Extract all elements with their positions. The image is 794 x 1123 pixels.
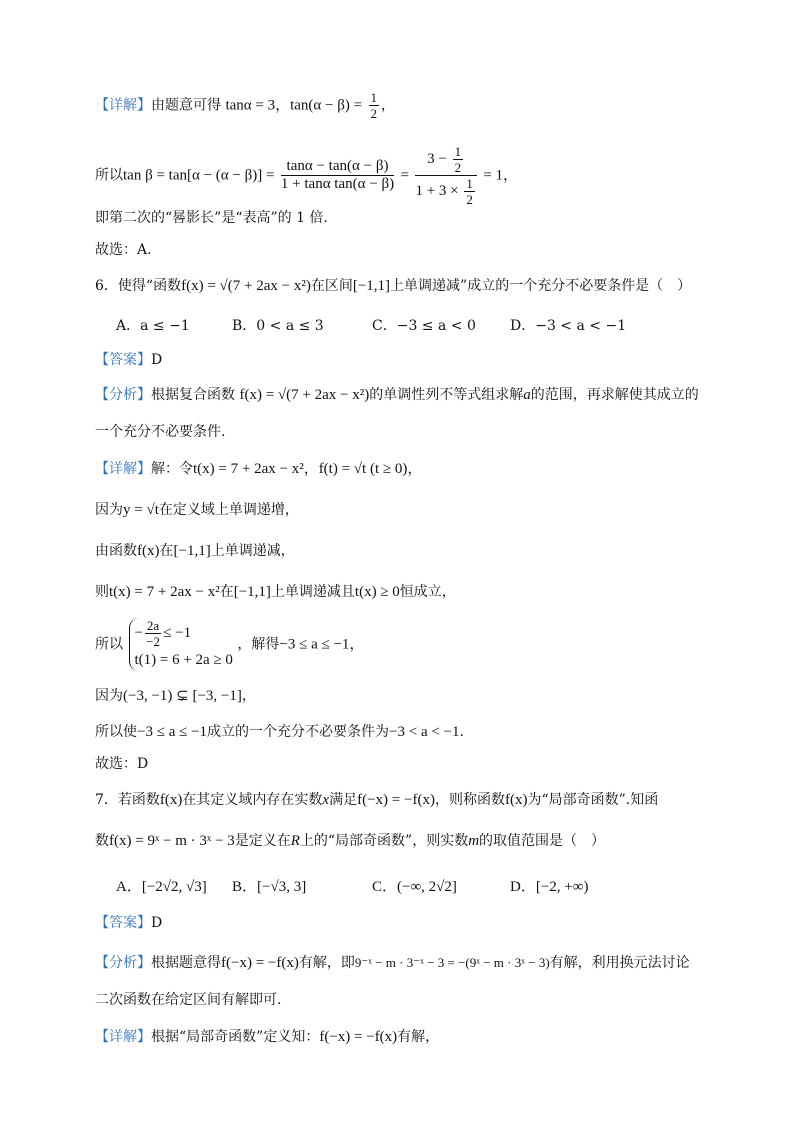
q7-detail-line-1: 【详解】根据“局部奇函数”定义知：f(−x) = −f(x)有解， — [95, 1029, 440, 1045]
q7-analysis-line-2: 二次函数在给定区间有解即可. — [95, 992, 282, 1008]
q6-detail-line-3: 由函数f(x)在[−1,1]上单调递减， — [95, 543, 295, 559]
tan-formula-fraction: $\frac{\tan\alpha - \tan(\alpha - \beta)}{\text{1 + tanα tan(α − β)}}$ — [280, 158, 395, 192]
question-7-line-2: 数f(x) = 9ˣ − m · 3ˣ − 3是定义在R上的“局部奇函数”，则实数m的取值范围是（ ） — [95, 833, 606, 849]
detail-line-2: 所以tan β = tan[α − (α − β)] = $\frac{\tan\alpha - \tan(\alpha - \beta)}{\text{1 + tanα tan(α − β)}}$ = 3 − $\frac{1}{2}$ 1 + 3 × $\frac{1}{2}$ = 1， — [95, 144, 519, 207]
value-fraction: 3 − $\frac{1}{2}$ 1 + 3 × $\frac{1}{2}$ — [415, 144, 476, 207]
q6-option-c: C．−3 ≤ a < 0 — [372, 318, 476, 334]
q6-detail-line-1: 【详解】解：令t(x) = 7 + 2ax − x²，f(t) = √t (t ≥ 0)， — [95, 461, 423, 477]
inequality-system: − $\frac{2a}{-2}$ ≤ −1 t(1) = 6 + 2a ≥ 0 — [129, 618, 232, 671]
q7-answer: 【答案】D — [95, 915, 163, 931]
question-6: 6．使得“函数f(x) = √(7 + 2ax − x²)在区间[−1,1]上单调递减”成立的一个充分不必要条件是（ ） — [95, 278, 692, 294]
q6-detail-line-2: 因为y = √t在定义域上单调递增， — [95, 502, 299, 518]
detail-label: 【详解】 — [95, 97, 151, 114]
choice-a-text: 故选：A. — [95, 242, 152, 258]
q7-option-a: A．[−2√2, √3] — [116, 879, 207, 895]
q6-option-d: D．−3 < a < −1 — [510, 318, 627, 334]
q6-detail-line-7: 所以使−3 ≤ a ≤ −1成立的一个充分不必要条件为−3 < a < −1. — [95, 724, 464, 740]
q6-answer: 【答案】D — [95, 352, 163, 368]
q6-detail-line-5: 所以 − $\frac{2a}{-2}$ ≤ −1 t(1) = 6 + 2a ≥ 0 ，解得−3 ≤ a ≤ −1， — [95, 618, 364, 671]
q6-analysis-line-1: 【分析】根据复合函数 f(x) = √(7 + 2ax − x²)的单调性列不等式组求解a的范围，再求解使其成立的 — [95, 387, 699, 403]
q7-analysis-line-1: 【分析】根据题意得f(−x) = −f(x)有解，即9⁻ˣ − m · 3⁻ˣ − 3 = −(9ˣ − m · 3ˣ − 3)有解，利用换元法讨论 — [95, 955, 690, 971]
q7-option-b: B．[−√3, 3] — [232, 879, 307, 895]
question-7-line-1: 7．若函数f(x)在其定义域内存在实数x满足f(−x) = −f(x)，则称函数f(x)为“局部奇函数”.知函 — [95, 792, 659, 808]
q6-detail-line-4: 则t(x) = 7 + 2ax − x²在[−1,1]上单调递减且t(x) ≥ 0恒成立， — [95, 584, 456, 600]
q6-option-a: A．a ≤ −1 — [116, 318, 190, 334]
q6-option-b: B．0 < a ≤ 3 — [232, 318, 324, 334]
q7-option-d: D．[−2, +∞) — [510, 879, 589, 895]
q6-detail-line-6: 因为(−3, −1) ⊊ [−3, −1]， — [95, 688, 256, 704]
q6-final: 故选：D — [95, 756, 149, 772]
detail-line-1: 【详解】由题意可得 tanα = 3，tan(α − β) = $\frac{1}{2}$ ， — [95, 90, 396, 121]
conclusion-text: 即第二次的“晷影长”是“表高”的 1 倍. — [95, 210, 328, 226]
q7-option-c: C．(−∞, 2√2] — [372, 879, 457, 895]
q6-analysis-line-2: 一个充分不必要条件. — [95, 424, 226, 440]
fraction-one-half: $\frac{1}{2}$ — [370, 90, 378, 121]
